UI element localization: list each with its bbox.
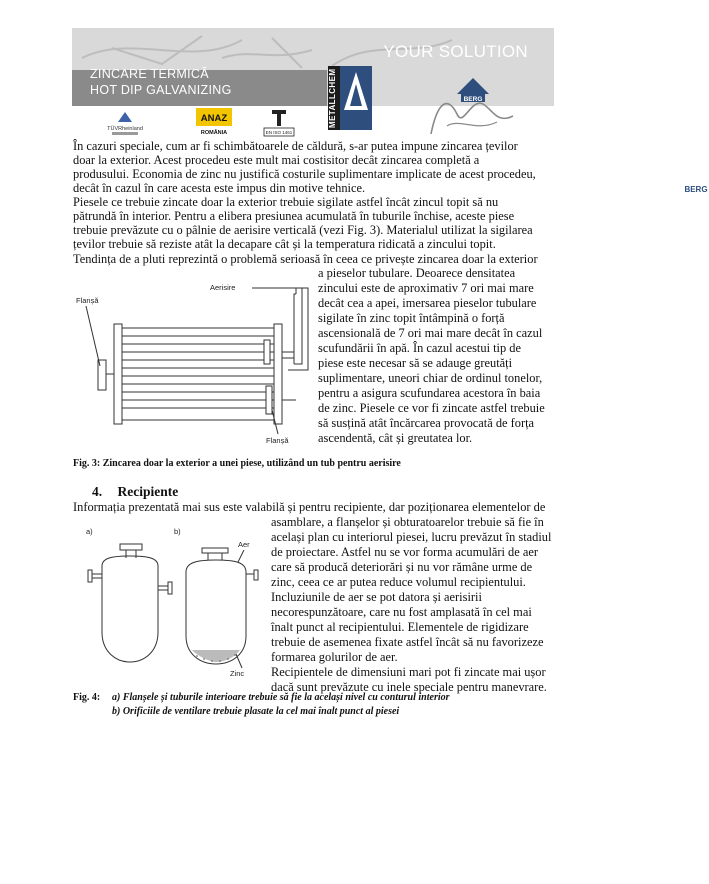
intro-line: produsului. Economia de zinc nu justifică costurile suplimentare implicate de acest procedeu, bbox=[73, 167, 536, 181]
side-line: același plan cu interiorul piesei, lucru prevăzut în stadiul bbox=[271, 530, 552, 544]
section4-number: 4. bbox=[92, 484, 103, 499]
label-b: b) bbox=[174, 527, 181, 536]
side-line: de proiectare. Astfel nu se vor forma acumulări de aer bbox=[271, 545, 538, 559]
intro-line: pătrundă în interior. Pentru a elibera presiunea acumulată în tuburile închise, aceste piese bbox=[73, 209, 515, 223]
intro-line: În cazuri speciale, cum ar fi schimbătoarele de căldură, s-ar putea impune zincarea țevilor bbox=[73, 139, 518, 153]
figure3-caption: Fig. 3: Zincarea doar la exterior a unei piese, utilizând un tub pentru aerisire bbox=[73, 458, 401, 469]
side-line: scufundării în apă. În cazul acestui tip de bbox=[318, 341, 521, 355]
side-line: ascensională de 7 ori mai mare decât în cazul bbox=[318, 326, 543, 340]
iso-logo-text: EN ISO 1461 bbox=[265, 130, 293, 135]
label-air: Aer bbox=[238, 540, 250, 549]
side-line: trebuie de asemenea fixate astfel încât să nu favorizeze bbox=[271, 635, 544, 649]
heat-exchanger-figure bbox=[70, 278, 310, 448]
side-line: asamblare, a flanșelor și obturatoarelor trebuie să fie în bbox=[271, 515, 544, 529]
label-vent: Aerisire bbox=[210, 283, 236, 292]
anaz-logo-text: ANAZ bbox=[200, 113, 228, 124]
side-line: care să producă deteriorări și nu vor rămâne urme de bbox=[271, 560, 533, 574]
anaz-logo bbox=[196, 108, 232, 143]
label-zinc: Zinc bbox=[230, 669, 245, 678]
intro-line: țevilor trebuie să reziste atât la decapare cât și la temperatura ridicată a zincului topit. bbox=[73, 237, 496, 251]
side-line: suplimentare, uneori chiar de ordinul tonelor, bbox=[318, 371, 543, 385]
intro-line: Piesele ce trebuie zincate doar la exterior trebuie sigilate astfel încât zincul topit să nu bbox=[73, 195, 499, 209]
side-line: piese este necesar să se adauge greutăți bbox=[318, 356, 513, 370]
berg-logo-text: BERG bbox=[463, 96, 483, 103]
header-title-ro: ZINCARE TERMICĂ bbox=[90, 67, 209, 81]
side-line: a pieselor tubulare. Deoarece densitatea bbox=[318, 266, 516, 280]
intro-line: Tendința de a pluti reprezintă o problemă serioasă în ceea ce privește zincarea doar la exterior bbox=[73, 252, 538, 266]
berg-block-label: BERG bbox=[684, 185, 708, 194]
intro-line: doar la exterior. Acest procedeu este mult mai costisitor decât zincarea completă a bbox=[73, 153, 480, 167]
side-line: formarea golurilor de aer. bbox=[271, 650, 398, 664]
side-line: înalt punct al recipientului. Elementele de rigidizare bbox=[271, 620, 529, 634]
header-title-en: HOT DIP GALVANIZING bbox=[90, 83, 232, 97]
side-line: pentru a asigura scufundarea acestora în baia bbox=[318, 386, 541, 400]
side-line: Recipientele de dimensiuni mari pot fi zincate mai ușor bbox=[271, 665, 546, 679]
metallchem-text: METALLCHEM bbox=[328, 68, 337, 128]
figure4-caption-prefix: Fig. 4: bbox=[73, 692, 101, 703]
side-line: Incluziunile de aer se pot datora și aerisirii bbox=[271, 590, 482, 604]
vessels-figure bbox=[82, 522, 262, 682]
header-slogan: YOUR SOLUTION bbox=[383, 42, 528, 61]
side-line: necorespunzătoare, care nu fost amplasată în cel mai bbox=[271, 605, 532, 619]
section4-heading bbox=[92, 484, 178, 500]
intro-line: trebuie prevăzute cu o pâlnie de aerisire verticală (vezi Fig. 3). Materialul utilizat la sigilarea bbox=[73, 223, 533, 237]
figure4-caption-a: a) Flanșele și tuburile interioare trebuie să fie la același nivel cu conturul interior bbox=[112, 692, 450, 703]
label-a: a) bbox=[86, 527, 93, 536]
label-flange-bottom: Flanșă bbox=[266, 436, 289, 445]
iso-logo bbox=[262, 108, 296, 143]
side-line: decât cea a apei, imersarea pieselor tubulare bbox=[318, 296, 537, 310]
side-line: de zinc. Piesele ce vor fi zincate astfel trebuie bbox=[318, 401, 545, 415]
section4-first-line: Informația prezentată mai sus este valabilă și pentru recipiente, dar poziționarea elementelor de bbox=[73, 500, 546, 514]
intro-line: decât în cazul în care acesta este impus din motive tehnice. bbox=[73, 181, 366, 195]
figure4-caption-b: b) Orificiile de ventilare trebuie plasate la cel mai înalt punct al piesei bbox=[112, 706, 400, 717]
side-line: sigilate în zinc topit întâmpină o forță bbox=[318, 311, 505, 325]
side-line: dacă sunt prevăzute cu inele speciale pentru manevrare. bbox=[271, 680, 547, 694]
side-line: zincului este de aproximativ 7 ori mai mare bbox=[318, 281, 534, 295]
side-line: ascendentă, cât și greutatea lor. bbox=[318, 431, 473, 445]
berg-signature-logo bbox=[427, 74, 517, 145]
tuv-logo-icon bbox=[106, 110, 144, 138]
section4-title: Recipiente bbox=[117, 484, 179, 499]
tuv-logo-text: TÜVRheinland bbox=[107, 126, 143, 132]
side-line: să susțină atât încărcarea provocată de forța bbox=[318, 416, 535, 430]
anaz-logo-subtext: ROMÂNIA bbox=[200, 130, 228, 136]
label-flange-left: Flanșă bbox=[76, 296, 99, 305]
side-line: zinc, ceea ce ar putea reduce volumul recipientului. bbox=[271, 575, 526, 589]
